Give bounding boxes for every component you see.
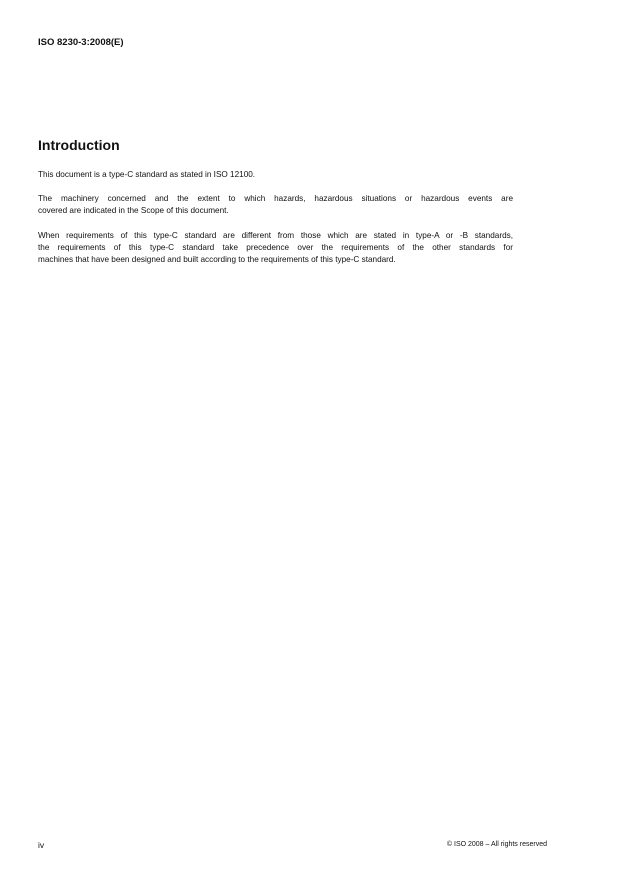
paragraph-line: machines that have been designed and built according to the requirements of this type-C standard.: [38, 255, 396, 265]
paragraph-line: The machinery concerned and the extent to which hazards, hazardous situations or hazardous events are: [38, 194, 513, 203]
paragraph-3: [38, 230, 513, 267]
paragraph-line: covered are indicated in the Scope of this document.: [38, 206, 229, 216]
paragraph-line: When requirements of this type-C standard are different from those which are stated in type-A or -B standards,: [38, 231, 513, 240]
document-id-header: ISO 8230-3:2008(E): [38, 37, 124, 48]
paragraph-line: This document is a type-C standard as stated in ISO 12100.: [38, 170, 256, 179]
paragraph-line: the requirements of this type-C standard take precedence over the requirements of the other standards for: [38, 243, 513, 253]
section-title: Introduction: [38, 137, 120, 153]
copyright-notice: © ISO 2008 – All rights reserved: [446, 841, 547, 848]
page-number: iv: [38, 840, 45, 850]
paragraph-1: [38, 169, 513, 181]
paragraph-2: [38, 193, 513, 217]
